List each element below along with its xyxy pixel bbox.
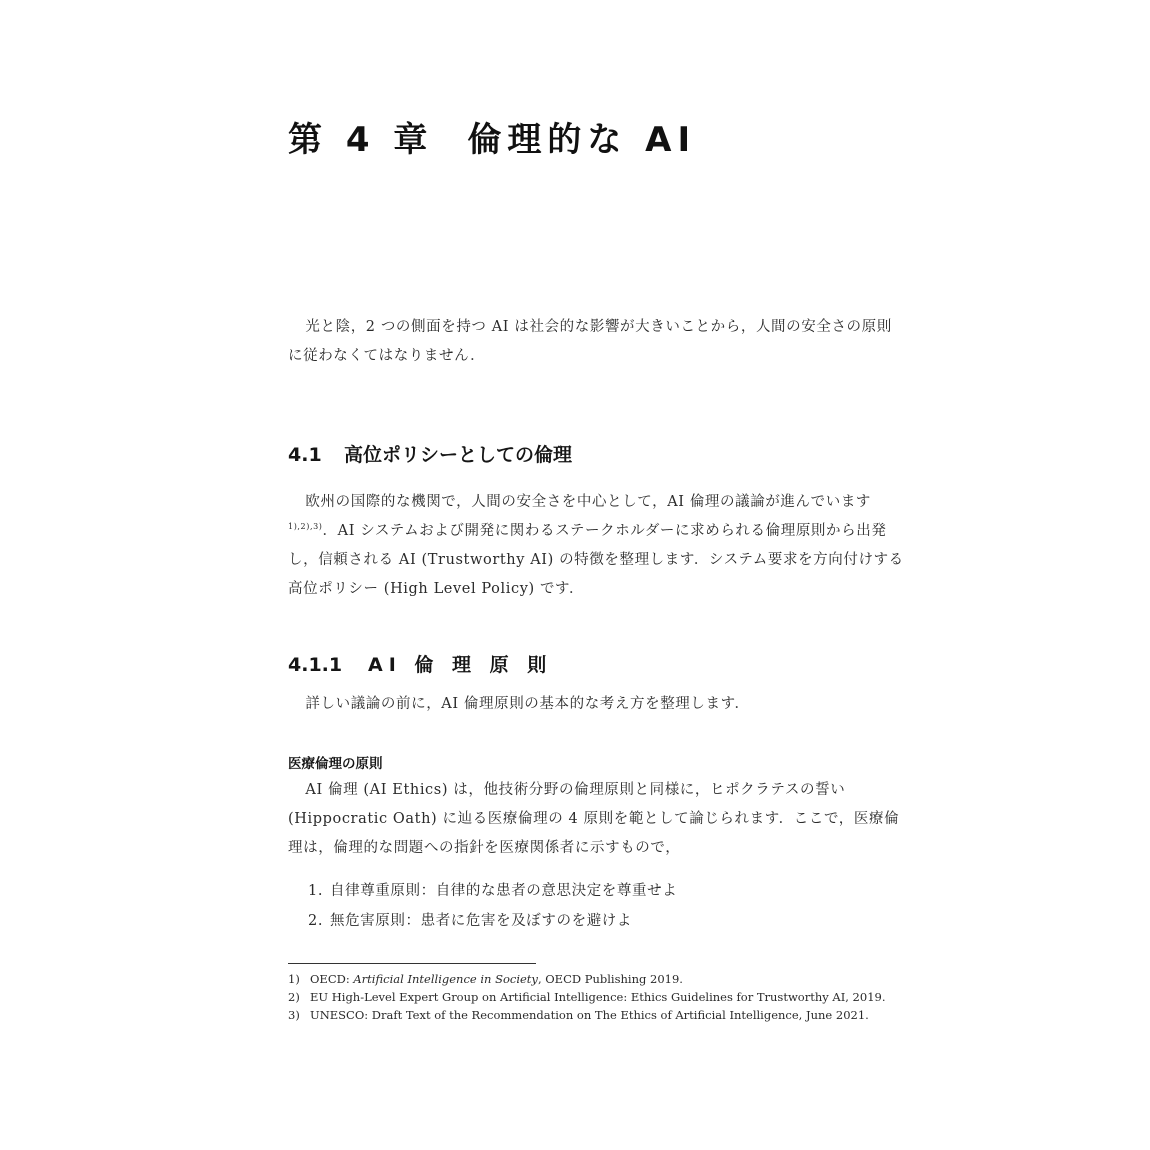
footnote-author: OECD:: [310, 972, 354, 986]
list-item: [308, 876, 677, 906]
chapter-number: 第 4 章: [288, 120, 434, 160]
section-4-1-text-end: ．AI システムおよび開発に関わるステークホルダーに求められる倫理原則から出発し，信頼される AI (Trustworthy AI) の特徴を整理します．システム要求を方向付けする高位ポリシー (High Level Policy) です．: [288, 523, 904, 597]
footnote: [288, 1006, 906, 1024]
chapter-title: [288, 112, 696, 161]
footnote-text: UNESCO: Draft Text of the Recommendation on The Ethics of Artificial Intelligence, June 2021.: [310, 1008, 869, 1022]
list-item: [308, 906, 677, 936]
footnotes: [288, 970, 906, 1024]
footnote-title: Artificial Intelligence in Society: [353, 972, 538, 986]
footnote-divider: [288, 963, 536, 964]
section-number: 4.1: [288, 444, 322, 466]
section-title: 高位ポリシーとしての倫理: [344, 444, 573, 466]
footnote: [288, 970, 906, 988]
subsection-heading-4-1-1: [288, 650, 552, 677]
list-item-text: 自律尊重原則：自律的な患者の意思決定を尊重せよ: [330, 883, 678, 899]
principles-list: [308, 876, 677, 936]
intro-paragraph: 光と陰，2 つの側面を持つ AI は社会的な影響が大きいことから，人間の安全さの原則に従わなくてはなりません．: [288, 319, 892, 364]
footnote-marker: 3): [288, 1008, 300, 1022]
subsection-title: AI 倫 理 原 則: [368, 654, 553, 676]
footnote-publisher: , OECD Publishing 2019.: [537, 972, 683, 986]
medical-ethics-paragraph: AI 倫理 (AI Ethics) は，他技術分野の倫理原則と同様に，ヒポクラテスの誓い (Hippocratic Oath) に辿る医療倫理の 4 原則を範として論じられます．ここで，医療倫理は，倫理的な問題への指針を医療関係者に示すもので，: [288, 782, 900, 856]
subsection-4-1-1-paragraph: 詳しい議論の前に，AI 倫理原則の基本的な考え方を整理します．: [305, 696, 750, 712]
chapter-title-text: 倫理的な AI: [467, 120, 697, 160]
footnote-text: EU High-Level Expert Group on Artificial Intelligence: Ethics Guidelines for Trustworthy AI, 2019.: [310, 990, 886, 1004]
subsection-number: 4.1.1: [288, 654, 343, 676]
section-4-1-paragraph: [288, 488, 906, 604]
section-heading-4-1: [288, 440, 572, 467]
book-page: [288, 0, 908, 1150]
section-4-1-text-start: 欧州の国際的な機関で，人間の安全さを中心として，AI 倫理の議論が進んでいます: [305, 494, 872, 510]
list-marker: 2.: [308, 913, 324, 929]
list-marker: 1.: [308, 883, 324, 899]
footnote: [288, 988, 906, 1006]
footnote-marker: 1): [288, 972, 300, 986]
medical-ethics-heading: 医療倫理の原則: [288, 756, 383, 772]
footnote-marker: 2): [288, 990, 300, 1004]
footnote-reference: 1),2),3): [288, 522, 323, 531]
list-item-text: 無危害原則：患者に危害を及ぼすのを避けよ: [330, 913, 632, 929]
